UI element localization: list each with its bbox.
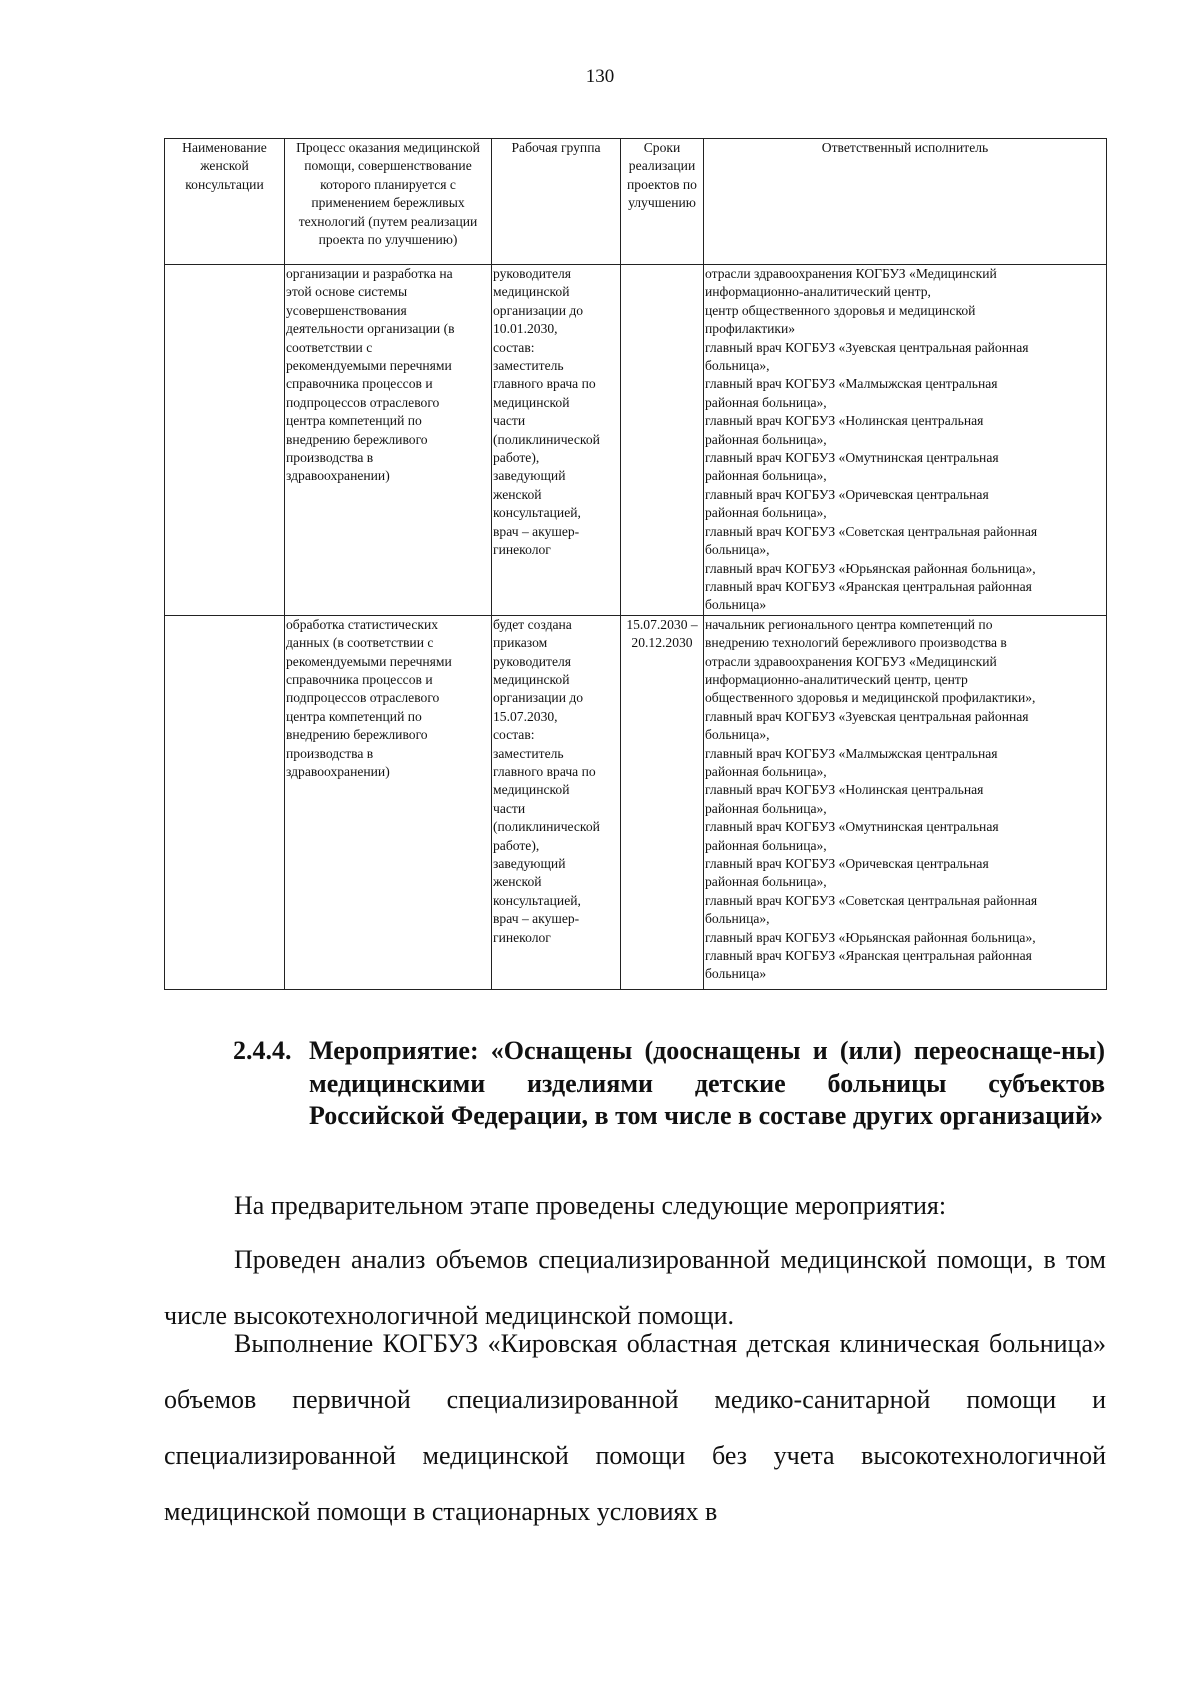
section-heading: [233, 1035, 1105, 1133]
cell-consultation-name: [165, 615, 285, 989]
cell-responsible: начальник регионального центра компетенций по внедрению технологий бережливого производства в отрасли здравоохранения КОГБУЗ «Медицинский информационно-аналитический центр, центр общественного здоровья и медицинской профилактики», главный врач КОГБУЗ «Зуевская центральная районная больница», главный врач КОГБУЗ «Малмыжская центральная районная больница», главный врач КОГБУЗ «Нолинская центральная районная больница», главный врач КОГБУЗ «Омутнинская центральная районная больница», главный врач КОГБУЗ «Оричевская центральная районная больница», главный врач КОГБУЗ «Советская центральная районная больница», главный врач КОГБУЗ «Юрьянская районная больница», главный врач КОГБУЗ «Яранская центральная районная больница»: [704, 615, 1107, 989]
header-consultation-name: Наименование женской консультации: [165, 139, 285, 265]
paragraph-execution: Выполнение КОГБУЗ «Кировская областная детская клиническая больница» объемов первичной специализированной медико-санитарной помощи и специализированной медицинской помощи без учета высокотехнологичной медицинской помощи в стационарных условиях в: [164, 1329, 1106, 1526]
cell-consultation-name: [165, 265, 285, 616]
cell-process: обработка статистических данных (в соответствии с рекомендуемыми перечнями справочника процессов и подпроцессов отраслевого центра компетенций по внедрению бережливого производства в здравоохранении): [285, 615, 492, 989]
cell-process: организации и разработка на этой основе системы усовершенствования деятельности организации (в соответствии с рекомендуемыми перечнями справочника процессов и подпроцессов отраслевого центра компетенций по внедрению бережливого производства в здравоохранении): [285, 265, 492, 616]
cell-deadlines: [621, 265, 704, 616]
cell-working-group: руководителя медицинской организации до 10.01.2030, состав: заместитель главного врача по медицинской части (поликлинической работе), заведующий женской консультацией, врач – акушер- гинеколог: [492, 265, 621, 616]
section-title: Мероприятие: «Оснащены (дооснащены и (или) переоснаще-ны) медицинскими изделиями детские больницы субъектов Российской Федерации, в том числе в составе других организаций»: [309, 1036, 1105, 1130]
cell-working-group: будет создана приказом руководителя медицинской организации до 15.07.2030, состав: заместитель главного врача по медицинской части (поликлинической работе), заведующий женской консультацией, врач – акушер- гинеколог: [492, 615, 621, 989]
paragraph-preliminary-stage: На предварительном этапе проведены следующие мероприятия:: [234, 1191, 947, 1220]
header-responsible: Ответственный исполнитель: [704, 139, 1107, 265]
table-row: [165, 265, 1107, 616]
paragraph-analysis: Проведен анализ объемов специализированной медицинской помощи, в том числе высокотехнологичной медицинской помощи.: [164, 1245, 1106, 1330]
cell-deadlines: 15.07.2030 – 20.12.2030: [621, 615, 704, 989]
section-number: 2.4.4.: [233, 1036, 292, 1065]
header-deadlines: Сроки реализации проектов по улучшению: [621, 139, 704, 265]
measures-table: [164, 138, 1107, 990]
header-process: Процесс оказания медицинской помощи, совершенствование которого планируется с применением бережливых технологий (путем реализации проекта по улучшению): [285, 139, 492, 265]
table-header-row: [165, 139, 1107, 265]
page-number: 130: [585, 66, 615, 87]
cell-responsible: отрасли здравоохранения КОГБУЗ «Медицинский информационно-аналитический центр, центр общественного здоровья и медицинской профилактики» главный врач КОГБУЗ «Зуевская центральная районная больница», главный врач КОГБУЗ «Малмыжская центральная районная больница», главный врач КОГБУЗ «Нолинская центральная районная больница», главный врач КОГБУЗ «Омутнинская центральная районная больница», главный врач КОГБУЗ «Оричевская центральная районная больница», главный врач КОГБУЗ «Советская центральная районная больница», главный врач КОГБУЗ «Юрьянская районная больница», главный врач КОГБУЗ «Яранская центральная районная больница»: [704, 265, 1107, 616]
header-working-group: Рабочая группа: [492, 139, 621, 265]
table-row: [165, 615, 1107, 989]
